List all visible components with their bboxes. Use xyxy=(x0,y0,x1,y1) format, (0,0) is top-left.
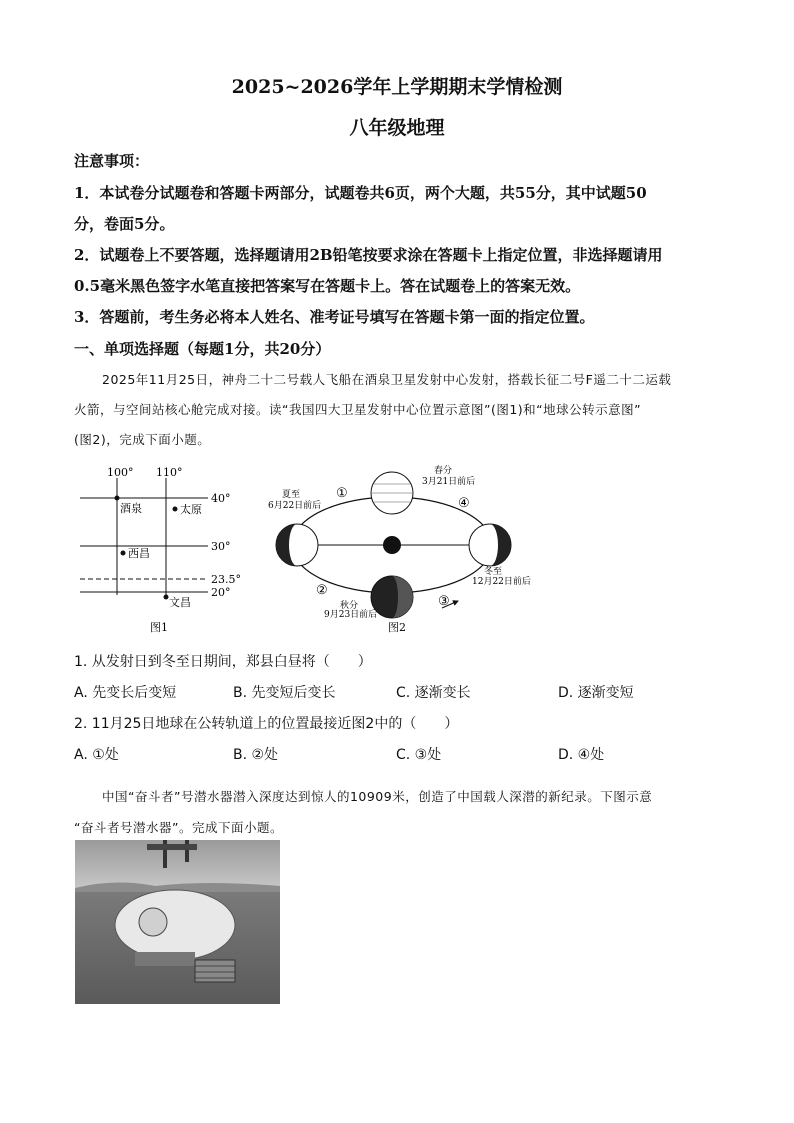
autumn-equinox-label: 秋分 xyxy=(340,601,359,611)
question-2-option-d[interactable]: D. ④处 xyxy=(558,747,605,763)
wenchang-label: 文昌 xyxy=(169,596,191,609)
note-item-1-line2: 分，卷面5分。 xyxy=(74,215,175,233)
position-1-label: ① xyxy=(336,486,348,501)
summer-solstice-label: 夏至 xyxy=(282,490,301,500)
lat-235-label: 23.5° xyxy=(211,573,241,586)
earth-spring-equinox xyxy=(371,472,413,514)
note-item-3: 3．答题前，考生务必将本人姓名、准考证号填写在答题卡第一面的指定位置。 xyxy=(74,308,595,326)
note-item-2-line2: 0.5毫米黑色签字水笔直接把答案写在答题卡上。答在试题卷上的答案无效。 xyxy=(74,277,581,295)
passage1-line1: 2025年11月25日，神舟二十二号载人飞船在酒泉卫星发射中心发射，搭载长征二号F遥二十二运载 xyxy=(102,372,672,387)
figure-1-launch-sites-map xyxy=(70,460,260,640)
wenchang-dot xyxy=(164,595,169,600)
question-2-option-c[interactable]: C. ③处 xyxy=(396,747,442,763)
taiyuan-dot xyxy=(173,507,178,512)
sun xyxy=(383,536,401,554)
position-2-label: ② xyxy=(316,583,328,598)
submersible-photo xyxy=(75,840,280,1004)
winter-solstice-label: 冬至 xyxy=(484,567,503,577)
position-3-label: ③ xyxy=(438,594,450,609)
passage1-line3: (图2)，完成下面小题。 xyxy=(74,432,211,447)
lat-30-label: 30° xyxy=(211,540,231,553)
figure-1-caption: 图1 xyxy=(150,621,168,634)
spring-equinox-date: 3月21日前后 xyxy=(422,477,476,487)
spring-equinox-label: 春分 xyxy=(434,466,453,476)
lat-40-label: 40° xyxy=(211,492,231,505)
lat-20-label: 20° xyxy=(211,586,231,599)
earth-autumn-equinox xyxy=(371,576,413,618)
note-item-2-line1: 2．试题卷上不要答题，选择题请用2B铅笔按要求涂在答题卡上指定位置，非选择题请用 xyxy=(74,246,663,264)
note-item-1-line1: 1．本试卷分试题卷和答题卡两部分，试题卷共6页，两个大题，共55分，其中试题50 xyxy=(74,184,647,202)
page-title: 2025~2026学年上学期期末学情检测 xyxy=(231,76,563,98)
passage2-line1: 中国“奋斗者”号潜水器潜入深度达到惊人的10909米，创造了中国载人深潜的新纪录。下图示意 xyxy=(102,789,653,804)
earth-winter-solstice xyxy=(469,524,511,566)
question-2-option-b[interactable]: B. ②处 xyxy=(233,747,279,763)
page-subtitle: 八年级地理 xyxy=(349,117,445,139)
notes-heading: 注意事项： xyxy=(74,152,150,170)
question-1-stem: 1. 从发射日到冬至日期间，郑县白昼将（ ） xyxy=(74,654,372,670)
winter-solstice-date: 12月22日前后 xyxy=(472,577,531,587)
taiyuan-label: 太原 xyxy=(180,503,202,516)
jiuquan-label: 酒泉 xyxy=(120,502,142,515)
figure-2-earth-revolution-diagram xyxy=(262,460,532,640)
lon-100-label: 100° xyxy=(107,466,134,479)
summer-solstice-date: 6月22日前后 xyxy=(268,501,322,511)
xichang-dot xyxy=(121,551,126,556)
figure-2-caption: 图2 xyxy=(388,621,406,634)
position-4-label: ④ xyxy=(458,496,470,511)
question-2-stem: 2. 11月25日地球在公转轨道上的位置最接近图2中的（ ） xyxy=(74,716,459,732)
question-1-option-b[interactable]: B. 先变短后变长 xyxy=(233,685,336,701)
autumn-equinox-date: 9月23日前后 xyxy=(324,610,378,620)
xichang-label: 西昌 xyxy=(128,547,150,560)
question-1-option-d[interactable]: D. 逐渐变短 xyxy=(558,685,634,701)
jiuquan-dot xyxy=(115,496,120,501)
section-heading: 一、单项选择题（每题1分，共20分） xyxy=(74,340,331,358)
earth-summer-solstice xyxy=(276,524,318,566)
lon-110-label: 110° xyxy=(156,466,183,479)
question-1-option-c[interactable]: C. 逐渐变长 xyxy=(396,685,471,701)
question-2-option-a[interactable]: A. ①处 xyxy=(74,747,119,763)
passage2-line2: “奋斗者号潜水器”。完成下面小题。 xyxy=(74,820,283,835)
passage1-line2: 火箭，与空间站核心舱完成对接。读“我国四大卫星发射中心位置示意图”(图1)和“地球公转示意图” xyxy=(74,402,642,417)
question-1-option-a[interactable]: A. 先变长后变短 xyxy=(74,685,177,701)
